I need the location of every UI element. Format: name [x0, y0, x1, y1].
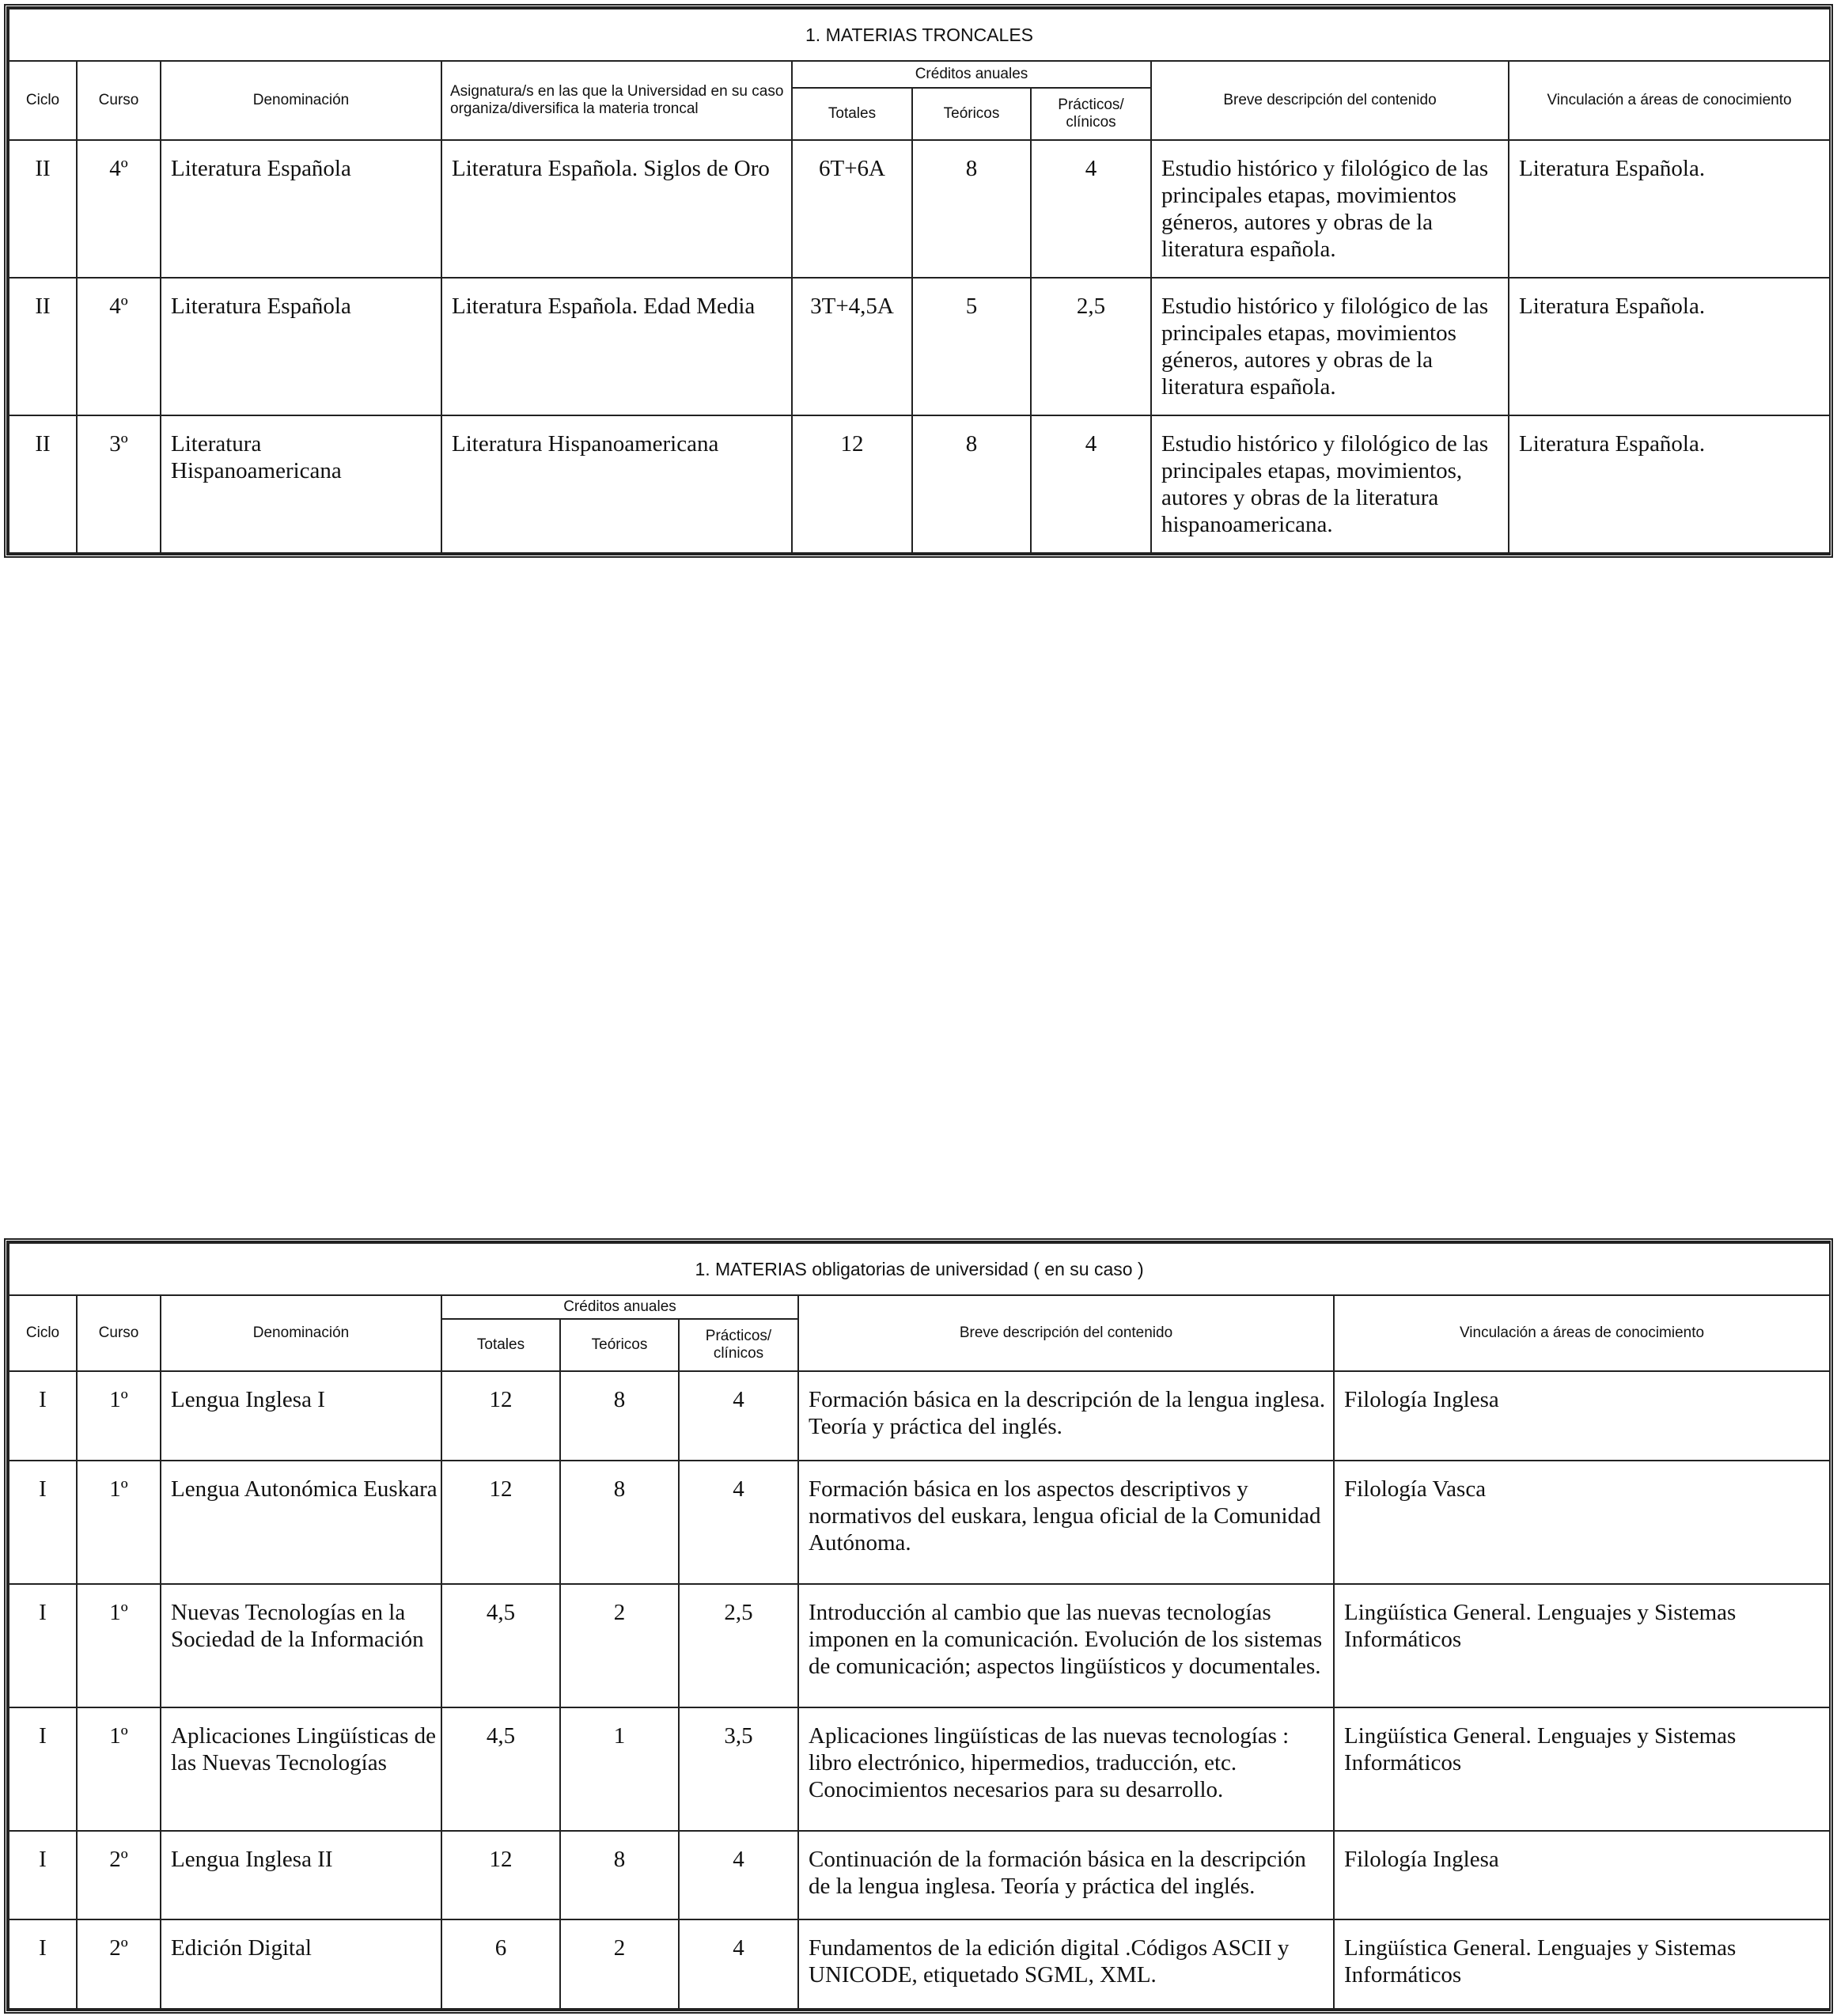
cell-vinculacion: Literatura Española. [1509, 140, 1830, 278]
cell-totales: 12 [441, 1461, 560, 1584]
header-descripcion: Breve descripción del contenido [1151, 61, 1509, 140]
cell-descripcion: Estudio histórico y filológico de las principales etapas, movimientos géneros, autores y obras de la literatura española. [1151, 140, 1509, 278]
cell-descripcion: Fundamentos de la edición digital .Códigos ASCII y UNICODE, etiquetado SGML, XML. [798, 1919, 1334, 2009]
cell-totales: 3T+4,5A [792, 278, 912, 415]
header-descripcion: Breve descripción del contenido [798, 1295, 1334, 1371]
header-totales: Totales [441, 1319, 560, 1371]
cell-vinculacion: Lingüística General. Lenguajes y Sistemas Informáticos [1334, 1919, 1830, 2009]
cell-teoricos: 8 [560, 1831, 679, 1920]
header-curso: Curso [77, 61, 161, 140]
cell-descripcion: Continuación de la formación básica en la descripción de la lengua inglesa. Teoría y práctica del inglés. [798, 1831, 1334, 1920]
cell-totales: 12 [441, 1371, 560, 1461]
table-row [9, 1831, 1830, 1920]
cell-denominacion: Lengua Inglesa II [161, 1831, 441, 1920]
cell-teoricos: 8 [560, 1371, 679, 1461]
cell-teoricos: 8 [560, 1461, 679, 1584]
cell-practicos: 4 [679, 1371, 798, 1461]
cell-practicos: 4 [679, 1461, 798, 1584]
header-vinculacion: Vinculación a áreas de conocimiento [1334, 1295, 1830, 1371]
cell-descripcion: Aplicaciones lingüísticas de las nuevas tecnologías : libro electrónico, hipermedios, traducción, etc. Conocimientos necesarios para su desarrollo. [798, 1707, 1334, 1831]
header-denominacion: Denominación [161, 61, 441, 140]
cell-totales: 6 [441, 1919, 560, 2009]
cell-denominacion: Literatura Española [161, 278, 441, 415]
cell-denominacion: Lengua Autonómica Euskara [161, 1461, 441, 1584]
cell-denominacion: Literatura Hispanoamericana [161, 415, 441, 553]
materias-obligatorias-table [4, 1238, 1833, 2014]
header-practicos: Prácticos/ clínicos [679, 1319, 798, 1371]
table-row [9, 1461, 1830, 1584]
cell-totales: 4,5 [441, 1584, 560, 1707]
cell-vinculacion: Literatura Española. [1509, 278, 1830, 415]
cell-practicos: 3,5 [679, 1707, 798, 1831]
cell-asignatura: Literatura Española. Siglos de Oro [441, 140, 792, 278]
cell-totales: 12 [792, 415, 912, 553]
cell-teoricos: 2 [560, 1584, 679, 1707]
cell-ciclo: I [9, 1584, 77, 1707]
cell-teoricos: 1 [560, 1707, 679, 1831]
header-teoricos: Teóricos [560, 1319, 679, 1371]
cell-curso: 1º [77, 1461, 161, 1584]
cell-practicos: 4 [679, 1831, 798, 1920]
cell-teoricos: 8 [912, 415, 1031, 553]
cell-vinculacion: Literatura Española. [1509, 415, 1830, 553]
header-asignaturas: Asignatura/s en las que la Universidad en su caso organiza/diversifica la materia troncal [441, 61, 792, 140]
cell-totales: 4,5 [441, 1707, 560, 1831]
table-row [9, 1707, 1830, 1831]
cell-descripcion: Introducción al cambio que las nuevas tecnologías imponen en la comunicación. Evolución de los sistemas de comunicación; aspectos lingüísticos y documentales. [798, 1584, 1334, 1707]
table-row [9, 1371, 1830, 1461]
header-denominacion: Denominación [161, 1295, 441, 1371]
table-row [9, 415, 1830, 553]
cell-curso: 4º [77, 278, 161, 415]
cell-vinculacion: Filología Inglesa [1334, 1831, 1830, 1920]
cell-practicos: 4 [679, 1919, 798, 2009]
cell-denominacion: Aplicaciones Lingüísticas de las Nuevas Tecnologías [161, 1707, 441, 1831]
cell-curso: 3º [77, 415, 161, 553]
table-row [9, 1584, 1830, 1707]
cell-ciclo: I [9, 1831, 77, 1920]
cell-curso: 1º [77, 1584, 161, 1707]
header-creditos-anuales: Créditos anuales [792, 61, 1151, 88]
cell-totales: 6T+6A [792, 140, 912, 278]
header-vinculacion: Vinculación a áreas de conocimiento [1509, 61, 1830, 140]
table-row [9, 278, 1830, 415]
materias-troncales-table [4, 4, 1833, 558]
cell-totales: 12 [441, 1831, 560, 1920]
header-ciclo: Ciclo [9, 1295, 77, 1371]
table-title: 1. MATERIAS TRONCALES [9, 9, 1830, 61]
cell-practicos: 4 [1031, 140, 1151, 278]
cell-denominacion: Literatura Española [161, 140, 441, 278]
table-title: 1. MATERIAS obligatorias de universidad ( en su caso ) [9, 1243, 1830, 1295]
cell-ciclo: II [9, 140, 77, 278]
cell-ciclo: I [9, 1707, 77, 1831]
cell-practicos: 2,5 [1031, 278, 1151, 415]
cell-curso: 2º [77, 1831, 161, 1920]
cell-curso: 1º [77, 1707, 161, 1831]
cell-descripcion: Estudio histórico y filológico de las principales etapas, movimientos, autores y obras de la literatura hispanoamericana. [1151, 415, 1509, 553]
cell-teoricos: 8 [912, 140, 1031, 278]
table-row [9, 1919, 1830, 2009]
cell-denominacion: Nuevas Tecnologías en la Sociedad de la Información [161, 1584, 441, 1707]
cell-descripcion: Formación básica en la descripción de la lengua inglesa. Teoría y práctica del inglés. [798, 1371, 1334, 1461]
cell-vinculacion: Lingüística General. Lenguajes y Sistemas Informáticos [1334, 1707, 1830, 1831]
header-ciclo: Ciclo [9, 61, 77, 140]
cell-denominacion: Lengua Inglesa I [161, 1371, 441, 1461]
cell-ciclo: I [9, 1371, 77, 1461]
cell-ciclo: I [9, 1461, 77, 1584]
header-creditos-anuales: Créditos anuales [441, 1295, 798, 1319]
cell-asignatura: Literatura Española. Edad Media [441, 278, 792, 415]
cell-descripcion: Formación básica en los aspectos descriptivos y normativos del euskara, lengua oficial de la Comunidad Autónoma. [798, 1461, 1334, 1584]
cell-descripcion: Estudio histórico y filológico de las principales etapas, movimientos géneros, autores y obras de la literatura española. [1151, 278, 1509, 415]
cell-vinculacion: Filología Inglesa [1334, 1371, 1830, 1461]
cell-vinculacion: Lingüística General. Lenguajes y Sistemas Informáticos [1334, 1584, 1830, 1707]
header-practicos: Prácticos/ clínicos [1031, 88, 1151, 140]
cell-teoricos: 5 [912, 278, 1031, 415]
header-curso: Curso [77, 1295, 161, 1371]
header-totales: Totales [792, 88, 912, 140]
cell-curso: 2º [77, 1919, 161, 2009]
cell-curso: 1º [77, 1371, 161, 1461]
cell-ciclo: I [9, 1919, 77, 2009]
table-row [9, 140, 1830, 278]
cell-teoricos: 2 [560, 1919, 679, 2009]
cell-vinculacion: Filología Vasca [1334, 1461, 1830, 1584]
cell-ciclo: II [9, 415, 77, 553]
cell-denominacion: Edición Digital [161, 1919, 441, 2009]
header-teoricos: Teóricos [912, 88, 1031, 140]
cell-curso: 4º [77, 140, 161, 278]
cell-practicos: 2,5 [679, 1584, 798, 1707]
cell-practicos: 4 [1031, 415, 1151, 553]
cell-ciclo: II [9, 278, 77, 415]
cell-asignatura: Literatura Hispanoamericana [441, 415, 792, 553]
